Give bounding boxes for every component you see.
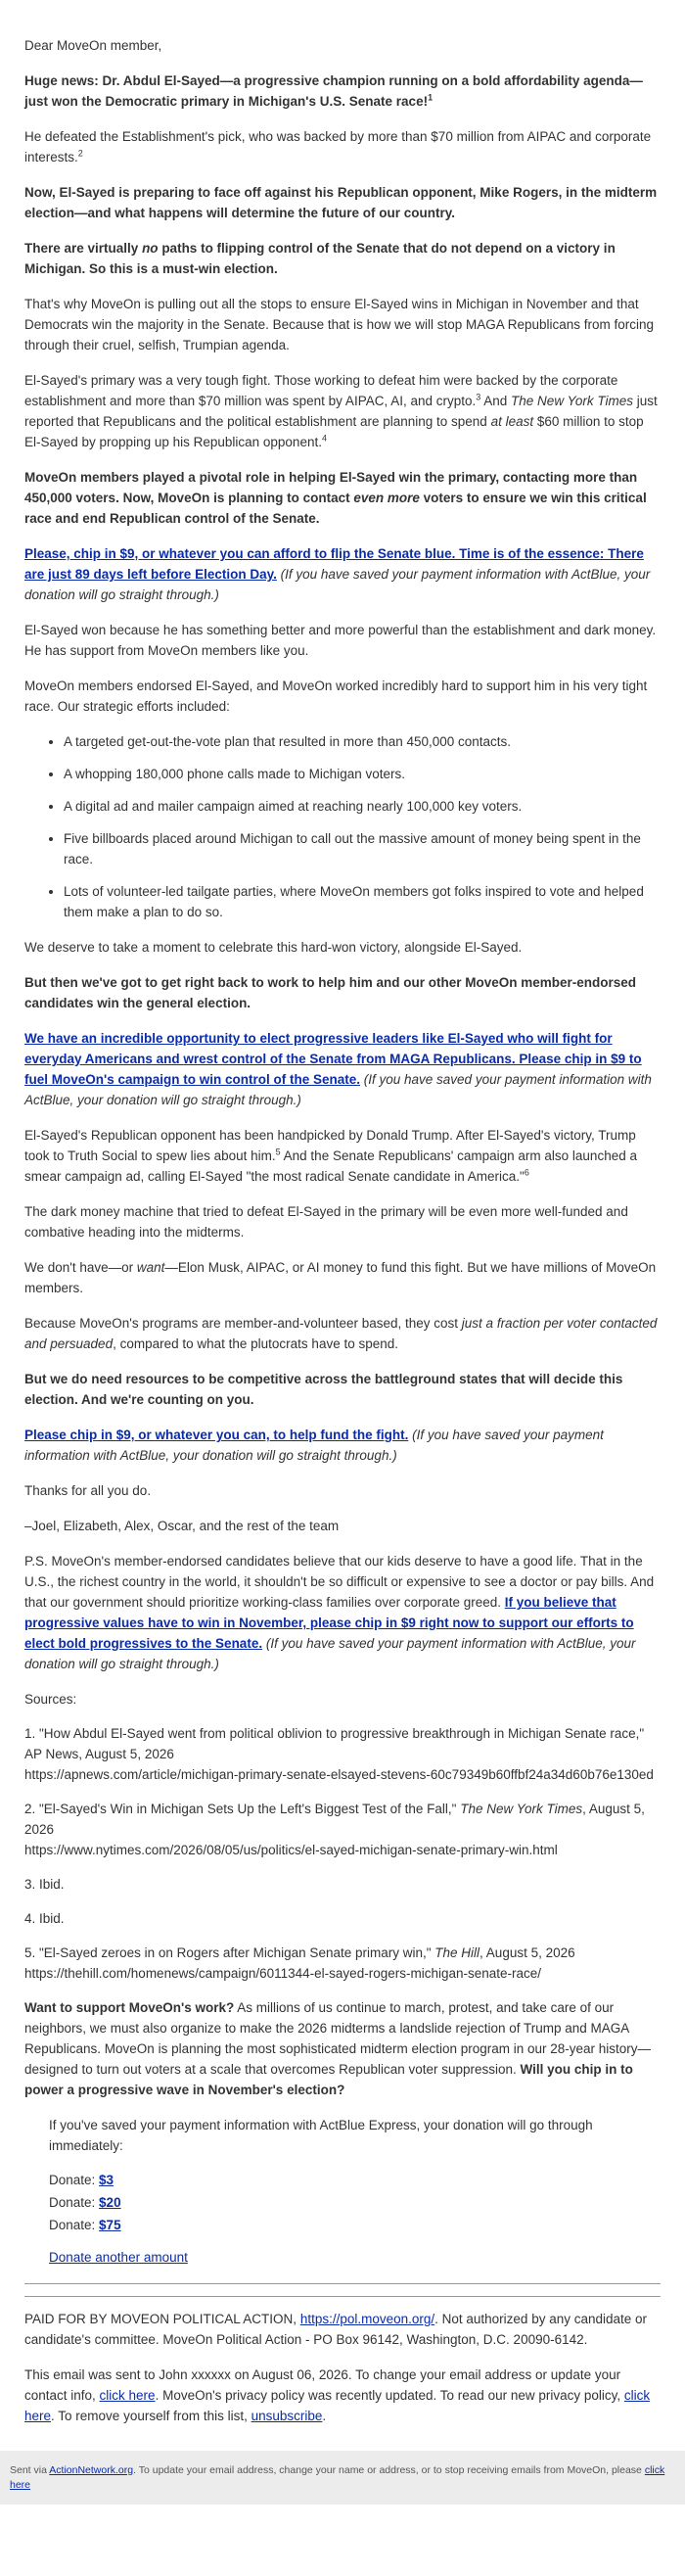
text-span: We don't have—or xyxy=(24,1260,137,1275)
emphasis-span: even more xyxy=(353,491,420,505)
donate-link-ps[interactable]: If you believe that progressive values have to win in November, please chip in $9 right now to support our efforts to elect bold progressives to the Senate. xyxy=(24,1595,634,1651)
text-span: paths to flipping control of the Senate that do not depend on a victory in Michigan. So this is a must-win election. xyxy=(24,241,616,276)
text-span: . To update your email address, change your name or address, or to stop receiving emails from MoveOn, please xyxy=(133,2464,645,2476)
actblue-note: (If you have saved your payment information with ActBlue, your donation will go straight through.) xyxy=(24,567,651,602)
paragraph-tough-fight xyxy=(24,370,661,452)
actionnetwork-link[interactable]: ActionNetwork.org xyxy=(49,2464,134,2476)
paragraph-resources: But we do need resources to be competitive across the battleground states that will decide this election. And we're counting on you. xyxy=(24,1372,623,1407)
paragraph-pivotal-role xyxy=(24,467,661,529)
donate-line xyxy=(49,2215,661,2235)
list-item: • A digital ad and mailer campaign aimed at reaching nearly 100,000 key voters. xyxy=(64,796,661,817)
source-date: , August 5, 2026 xyxy=(24,1802,645,1837)
donate-link-fund-fight[interactable]: Please chip in $9, or whatever you can, to help fund the fight. xyxy=(24,1428,409,1442)
donate-75-button[interactable]: $75 xyxy=(99,2218,121,2232)
footer-click-here-link[interactable]: click here xyxy=(10,2464,665,2491)
emphasis-span: want xyxy=(136,1260,165,1275)
text-span: voters to ensure we win this critical race and end Republican control of the Senate. xyxy=(24,491,647,526)
text-span: There are virtually xyxy=(24,241,143,256)
donate-intro: If you've saved your payment information with ActBlue Express, your donation will go through immediately: xyxy=(49,2118,593,2153)
cta-paragraph-2 xyxy=(24,1028,661,1110)
donate-link-fuel-campaign[interactable]: We have an incredible opportunity to elect progressive leaders like El-Sayed who will fight for everyday Americans and wrest control of the Senate from MAGA Republicans. Please chip in $9 to fuel MoveOn's campaign to win control of the Senate. xyxy=(24,1031,642,1087)
donate-20-button[interactable]: $20 xyxy=(99,2195,121,2210)
sent-info xyxy=(24,2365,661,2426)
emphasis-span: no xyxy=(142,241,159,256)
paragraph-establishment xyxy=(24,126,661,167)
donate-label: Donate: xyxy=(49,2195,100,2210)
paragraph-celebrate: We deserve to take a moment to celebrate this hard-won victory, alongside El-Sayed. xyxy=(24,940,523,955)
text-span: P.S. MoveOn's member-endorsed candidates believe that our kids deserve to have a good life. That in the U.S., the richest country in the world, it shouldn't be so difficult or expensive to see a doctor or pay bills. And that our government should prioritize working-class families over corporate greed. xyxy=(24,1554,655,1610)
paragraph-member-based xyxy=(24,1313,661,1354)
paragraph-text: He defeated the Establishment's pick, who was backed by more than $70 million from AIPAC and corporate interests. xyxy=(24,129,652,164)
paid-for-disclaimer xyxy=(24,2309,661,2350)
donate-line xyxy=(49,2192,661,2213)
footnote-ref: 3 xyxy=(476,392,481,402)
list-item: • Lots of volunteer-led tailgate parties, where MoveOn members got folks inspired to vote and helped them make a plan to do so. xyxy=(64,881,661,922)
footnote-ref: 2 xyxy=(77,148,83,159)
footnote-ref: 1 xyxy=(428,92,434,103)
greeting: Dear MoveOn member, xyxy=(24,38,162,53)
text-span: PAID FOR BY MOVEON POLITICAL ACTION, xyxy=(24,2312,300,2326)
source-citation: 5. "El-Sayed zeroes in on Rogers after Michigan Senate primary win," xyxy=(24,1945,435,1960)
text-span: Because MoveOn's programs are member-and-volunteer based, they cost xyxy=(24,1316,462,1331)
footer-bar xyxy=(0,2451,685,2505)
source-item: 3. Ibid. xyxy=(24,1877,65,1892)
text-span: —Elon Musk, AIPAC, or AI money to fund this fight. But we have millions of MoveOn members. xyxy=(24,1260,657,1295)
source-url: https://thehill.com/homenews/campaign/6011344-el-sayed-rogers-michigan-senate-race/ xyxy=(24,1966,542,1981)
efforts-list xyxy=(24,731,661,922)
emphasis-span: just a fraction per voter contacted and persuaded xyxy=(24,1316,658,1351)
donate-3-button[interactable]: $3 xyxy=(99,2173,114,2187)
source-citation: 1. "How Abdul El-Sayed went from political oblivion to progressive breakthrough in Michigan Senate race," AP News, August 5, 2026 xyxy=(24,1726,645,1761)
text-span: Sent via xyxy=(10,2464,50,2476)
text-span: . MoveOn's privacy policy was recently updated. To read our new privacy policy, xyxy=(155,2388,624,2403)
source-item: 4. Ibid. xyxy=(24,1911,65,1926)
donate-line xyxy=(49,2170,661,2190)
text-span: And xyxy=(480,394,512,408)
footnote-ref: 6 xyxy=(524,1167,529,1178)
list-item: • A targeted get-out-the-vote plan that resulted in more than 450,000 contacts. xyxy=(64,731,661,752)
source-date: , August 5, 2026 xyxy=(480,1945,575,1960)
donate-another-amount-link[interactable]: Donate another amount xyxy=(49,2250,188,2265)
paragraph-efforts-intro: MoveOn members endorsed El-Sayed, and MoveOn worked incredibly hard to support him in his very tight race. Our strategic efforts included: xyxy=(24,679,648,714)
source-citation: 2. "El-Sayed's Win in Michigan Sets Up the Left's Biggest Test of the Fall," xyxy=(24,1802,461,1816)
paragraph-dark-money: The dark money machine that tried to defeat El-Sayed in the primary will be even more well-funded and combative heading into the midterms. xyxy=(24,1204,628,1240)
cta-paragraph-1 xyxy=(24,543,661,605)
cta-paragraph-3 xyxy=(24,1425,661,1466)
donate-box xyxy=(24,2115,661,2268)
actblue-note: (If you have saved your payment information with ActBlue, your donation will go straight through.) xyxy=(24,1072,652,1107)
unsubscribe-link[interactable]: unsubscribe xyxy=(251,2409,323,2423)
list-item: • Five billboards placed around Michigan to call out the massive amount of money being spent in the race. xyxy=(64,828,661,869)
source-item xyxy=(24,1799,661,1860)
paragraph-won-because: El-Sayed won because he has something better and more powerful than the establishment and dark money. He has support from MoveOn members like you. xyxy=(24,623,657,658)
text-span: And the Senate Republicans' campaign arm also launched a smear campaign ad, calling El-Sayed "the most radical Senate candidate in America." xyxy=(24,1148,637,1184)
support-question: Want to support MoveOn's work? xyxy=(24,2000,235,2015)
paragraph-trump-opponent xyxy=(24,1125,661,1187)
support-ask: Will you chip in to power a progressive wave in November's election? xyxy=(24,2062,633,2097)
text-span: $60 million to stop El-Sayed by propping up his Republican opponent. xyxy=(24,414,644,449)
divider xyxy=(24,2283,661,2284)
headline-paragraph xyxy=(24,70,661,112)
donate-label: Donate: xyxy=(49,2173,100,2187)
text-span: just reported that Republicans and the political establishment are planning to spend xyxy=(24,394,658,429)
source-url: https://apnews.com/article/michigan-primary-senate-elsayed-stevens-60c79349b60ffbf24a34d60b76e130ed xyxy=(24,1767,654,1782)
sources-section xyxy=(24,1689,661,1984)
source-title: The New York Times xyxy=(511,394,633,408)
privacy-policy-link[interactable]: click here xyxy=(24,2388,651,2423)
text-span: . Not authorized by any candidate or candidate's committee. MoveOn Political Action - PO Box 96142, Washington, D.C. 20090-6142. xyxy=(24,2312,648,2347)
divider xyxy=(24,2296,661,2297)
moveon-pol-link[interactable]: https://pol.moveon.org/ xyxy=(299,2312,435,2326)
source-url: https://www.nytimes.com/2026/08/05/us/politics/el-sayed-michigan-senate-primary-win.html xyxy=(24,1843,558,1857)
donate-link-flip-senate[interactable]: Please, chip in $9, or whatever you can afford to flip the Senate blue. Time is of the essence: There are just 89 days left before Election Day. xyxy=(24,546,644,582)
donate-line xyxy=(49,2247,661,2268)
text-span: . xyxy=(322,2409,327,2423)
text-span: This email was sent to John xxxxxx on August 06, 2026. To change your email address or update your contact info, xyxy=(24,2367,621,2403)
sources-title: Sources: xyxy=(24,1692,77,1707)
support-paragraph xyxy=(24,1997,661,2100)
signoff-line: –Joel, Elizabeth, Alex, Oscar, and the rest of the team xyxy=(24,1519,340,1533)
actblue-note: (If you have saved your payment information with ActBlue, your donation will go straight through.) xyxy=(24,1636,636,1671)
headline-text: Huge news: Dr. Abdul El-Sayed—a progressive champion running on a bold affordability agenda—just won the Democratic primary in Michigan's U.S. Senate race! xyxy=(24,73,643,109)
source-title: The Hill xyxy=(434,1945,480,1960)
text-span: , compared to what the plutocrats have to spend. xyxy=(113,1336,399,1351)
source-item xyxy=(24,1943,661,1984)
text-span: El-Sayed's Republican opponent has been handpicked by Donald Trump. After El-Sayed's victory, Trump took to Truth Social to spew lies about him. xyxy=(24,1128,636,1163)
footnote-ref: 4 xyxy=(321,433,327,444)
emphasis-span: at least xyxy=(490,414,534,429)
text-span: As millions of us continue to march, protest, and take care of our neighbors, we must also organize to make the 2026 midterms a landslide rejection of Trump and MAGA Republicans. MoveOn is planning the most sophisticated midterm election program in our 28-year history—designed to turn out voters at a scale that overcomes Republican voter suppression. xyxy=(24,2000,652,2077)
actblue-note: (If you have saved your payment information with ActBlue, your donation will go straight through.) xyxy=(24,1428,604,1463)
paragraph-rogers: Now, El-Sayed is preparing to face off against his Republican opponent, Mike Rogers, in the midterm election—and what happens will determine the future of our country. xyxy=(24,185,658,220)
text-span: . To remove yourself from this list, xyxy=(51,2409,251,2423)
postscript-paragraph xyxy=(24,1551,661,1674)
donate-label: Donate: xyxy=(49,2218,100,2232)
update-contact-link[interactable]: click here xyxy=(99,2388,156,2403)
source-item xyxy=(24,1723,661,1785)
paragraph-back-to-work: But then we've got to get right back to work to help him and our other MoveOn member-endorsed candidates win the general election. xyxy=(24,975,637,1010)
paragraph-must-win xyxy=(24,238,661,279)
text-span: El-Sayed's primary was a very tough fight. Those working to defeat him were backed by the corporate establishment and more than $70 million was spent by AIPAC, AI, and crypto. xyxy=(24,373,618,408)
list-item: • A whopping 180,000 phone calls made to Michigan voters. xyxy=(64,764,661,784)
thanks-line: Thanks for all you do. xyxy=(24,1483,152,1498)
footnote-ref: 5 xyxy=(275,1147,281,1157)
source-title: The New York Times xyxy=(460,1802,583,1816)
text-span: MoveOn members played a pivotal role in helping El-Sayed win the primary, contacting more than 450,000 voters. Now, MoveOn is planning to contact xyxy=(24,470,638,505)
paragraph-dont-have xyxy=(24,1257,661,1298)
paragraph-all-stops: That's why MoveOn is pulling out all the stops to ensure El-Sayed wins in Michigan in November and that Democrats win the majority in the Senate. Because that is how we will stop MAGA Republicans from forcing through their cruel, selfish, Trumpian agenda. xyxy=(24,297,655,352)
